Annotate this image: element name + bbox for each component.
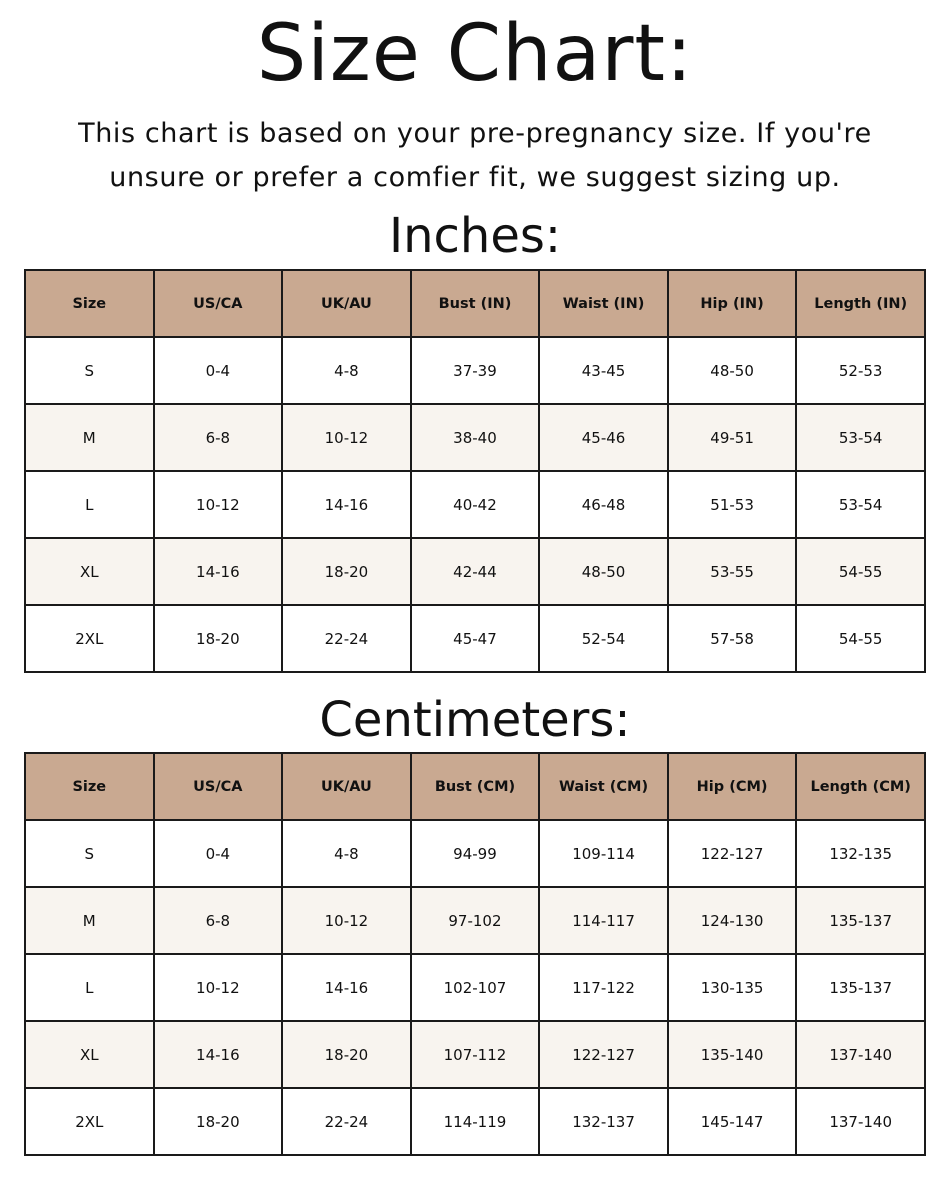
table-cell: 14-16 — [282, 954, 411, 1021]
table-cell: 14-16 — [154, 1021, 283, 1088]
column-header-hip: Hip (IN) — [668, 270, 797, 337]
table-cell: 122-127 — [668, 820, 797, 887]
column-header-bust: Bust (IN) — [411, 270, 540, 337]
table-cell: 114-119 — [411, 1088, 540, 1155]
column-header-length: Length (CM) — [796, 753, 925, 820]
table-cell: 0-4 — [154, 820, 283, 887]
table-cell: 14-16 — [154, 538, 283, 605]
table-cell: 132-135 — [796, 820, 925, 887]
table-cell: 137-140 — [796, 1088, 925, 1155]
column-header-uk-au: UK/AU — [282, 270, 411, 337]
table-cell: 53-55 — [668, 538, 797, 605]
table-cell: 37-39 — [411, 337, 540, 404]
table-cell: 57-58 — [668, 605, 797, 672]
table-cell: 130-135 — [668, 954, 797, 1021]
table-cell: M — [25, 887, 154, 954]
table-cell: 10-12 — [282, 404, 411, 471]
table-cell: 109-114 — [539, 820, 668, 887]
column-header-us-ca: US/CA — [154, 753, 283, 820]
table-cell: 2XL — [25, 1088, 154, 1155]
table-cell: 117-122 — [539, 954, 668, 1021]
table-cell: 114-117 — [539, 887, 668, 954]
table-row — [25, 538, 925, 605]
table-cell: 48-50 — [668, 337, 797, 404]
column-header-waist: Waist (IN) — [539, 270, 668, 337]
table-cell: 22-24 — [282, 1088, 411, 1155]
table-row — [25, 820, 925, 887]
table-cell: 54-55 — [796, 605, 925, 672]
table-row — [25, 337, 925, 404]
table-row — [25, 605, 925, 672]
centimeters-size-table — [24, 752, 926, 1156]
table-cell: 45-46 — [539, 404, 668, 471]
table-cell: 51-53 — [668, 471, 797, 538]
table-cell: 46-48 — [539, 471, 668, 538]
table-cell: 6-8 — [154, 887, 283, 954]
table-cell: 48-50 — [539, 538, 668, 605]
table-cell: 10-12 — [154, 471, 283, 538]
table-cell: 10-12 — [154, 954, 283, 1021]
table-cell: 18-20 — [282, 1021, 411, 1088]
table-cell: M — [25, 404, 154, 471]
table-cell: 14-16 — [282, 471, 411, 538]
table-cell: 52-54 — [539, 605, 668, 672]
column-header-length: Length (IN) — [796, 270, 925, 337]
table-cell: L — [25, 471, 154, 538]
table-cell: 97-102 — [411, 887, 540, 954]
table-cell: 18-20 — [154, 605, 283, 672]
table-cell: 38-40 — [411, 404, 540, 471]
table-cell: 6-8 — [154, 404, 283, 471]
table-cell: 94-99 — [411, 820, 540, 887]
table-cell: 22-24 — [282, 605, 411, 672]
table-cell: 45-47 — [411, 605, 540, 672]
table-row — [25, 471, 925, 538]
table-cell: 53-54 — [796, 404, 925, 471]
table-cell: XL — [25, 538, 154, 605]
sizing-note-line-1: This chart is based on your pre-pregnancy size. If you're — [78, 118, 872, 149]
table-cell: 53-54 — [796, 471, 925, 538]
table-cell: L — [25, 954, 154, 1021]
centimeters-heading: Centimeters: — [319, 692, 631, 748]
table-cell: 137-140 — [796, 1021, 925, 1088]
table-cell: 4-8 — [282, 337, 411, 404]
sizing-note-line-2: unsure or prefer a comfier fit, we suggest sizing up. — [109, 162, 841, 193]
table-cell: S — [25, 820, 154, 887]
table-cell: 18-20 — [282, 538, 411, 605]
table-cell: 4-8 — [282, 820, 411, 887]
table-cell: 2XL — [25, 605, 154, 672]
column-header-bust: Bust (CM) — [411, 753, 540, 820]
table-cell: 42-44 — [411, 538, 540, 605]
table-header-row — [25, 270, 925, 337]
table-header-row — [25, 753, 925, 820]
table-cell: 40-42 — [411, 471, 540, 538]
column-header-hip: Hip (CM) — [668, 753, 797, 820]
table-cell: 54-55 — [796, 538, 925, 605]
table-cell: 124-130 — [668, 887, 797, 954]
table-cell: XL — [25, 1021, 154, 1088]
table-cell: 135-140 — [668, 1021, 797, 1088]
column-header-size: Size — [25, 270, 154, 337]
table-cell: 52-53 — [796, 337, 925, 404]
table-row — [25, 1021, 925, 1088]
table-row — [25, 887, 925, 954]
table-row — [25, 954, 925, 1021]
table-cell: 18-20 — [154, 1088, 283, 1155]
table-cell: 145-147 — [668, 1088, 797, 1155]
table-cell: 43-45 — [539, 337, 668, 404]
table-cell: S — [25, 337, 154, 404]
inches-size-table — [24, 269, 926, 673]
table-cell: 49-51 — [668, 404, 797, 471]
table-cell: 0-4 — [154, 337, 283, 404]
column-header-us-ca: US/CA — [154, 270, 283, 337]
column-header-waist: Waist (CM) — [539, 753, 668, 820]
sizing-note — [40, 112, 910, 200]
column-header-size: Size — [25, 753, 154, 820]
table-row — [25, 404, 925, 471]
page-title: Size Chart: — [256, 9, 694, 99]
table-cell: 135-137 — [796, 954, 925, 1021]
table-cell: 10-12 — [282, 887, 411, 954]
table-cell: 132-137 — [539, 1088, 668, 1155]
table-cell: 122-127 — [539, 1021, 668, 1088]
inches-heading: Inches: — [388, 208, 562, 264]
table-row — [25, 1088, 925, 1155]
table-cell: 102-107 — [411, 954, 540, 1021]
table-cell: 135-137 — [796, 887, 925, 954]
column-header-uk-au: UK/AU — [282, 753, 411, 820]
table-cell: 107-112 — [411, 1021, 540, 1088]
